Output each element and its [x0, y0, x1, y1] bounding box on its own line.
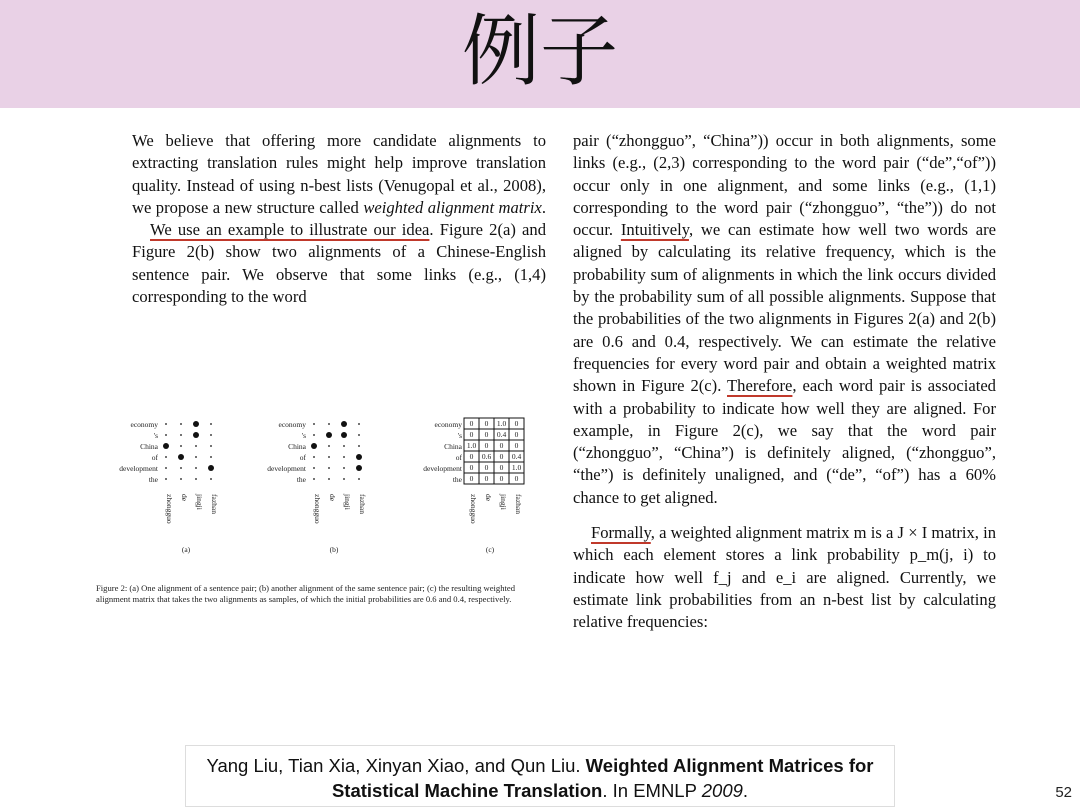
grid-dot: [165, 478, 167, 480]
col-label: de: [484, 494, 493, 502]
figure-caption: Figure 2: (a) One alignment of a sentence pair; (b) another alignment of the same sentence pair; (c) the resulting weighted alignment matrix that takes the two alignments as samples, of which the initial probabilities are 0.6 and 0.4, respectively.: [96, 583, 516, 604]
matrix-value: 0: [469, 430, 474, 439]
grid-dot: [313, 456, 315, 458]
row-label: economy: [278, 420, 306, 429]
alignment-link: [208, 465, 214, 471]
row-label: of: [151, 453, 158, 462]
citation-authors: Yang Liu, Tian Xia, Xinyan Xiao, and Qun Liu.: [206, 755, 581, 776]
matrix-value: 0.4: [511, 452, 522, 461]
alignment-link: [356, 454, 362, 460]
row-label: development: [423, 464, 462, 473]
row-label: the: [148, 475, 158, 484]
grid-dot: [210, 445, 212, 447]
grid-dot: [343, 445, 345, 447]
panel-label: (c): [485, 545, 495, 554]
row-label: economy: [130, 420, 158, 429]
matrix-value: 1.0: [496, 419, 507, 428]
col-label: zhongguo: [469, 494, 478, 524]
col-label: de: [180, 494, 189, 502]
underlined-example-phrase: We use an example to illustrate our idea: [150, 220, 430, 240]
grid-dot: [358, 434, 360, 436]
matrix-value: 0: [469, 419, 474, 428]
citation-year: 2009: [701, 780, 743, 801]
row-label: 's: [153, 431, 158, 440]
grid-dot: [328, 467, 330, 469]
row-label: of: [455, 453, 462, 462]
panel-label: (a): [181, 545, 191, 554]
slide-title: 例子: [461, 7, 618, 97]
left-text-1-end: .: [541, 197, 546, 217]
alignment-link: [356, 465, 362, 471]
grid-dot: [195, 456, 197, 458]
matrix-value: 0: [484, 430, 489, 439]
grid-dot: [313, 467, 315, 469]
grid-dot: [165, 423, 167, 425]
grid-dot: [180, 445, 182, 447]
matrix-value: 0: [469, 452, 474, 461]
alignment-link: [178, 454, 184, 460]
matrix-value: 0: [499, 474, 504, 483]
right-text-1: pair (“zhongguo”, “China”)) occur in both alignments, some links (e.g., (2,3) corresponding to the word pair (“de”,“of”)) occur only in one alignment, and some links (e.g., (1,1) corresponding to the word pair (“zhongguo”, “the”)) do not occur.: [573, 131, 996, 240]
grid-dot: [313, 434, 315, 436]
row-label: development: [267, 464, 306, 473]
citation-title: Weighted Alignment Matrices for Statistical Machine Translation: [331, 755, 874, 801]
alignment-link: [163, 443, 169, 449]
row-label: development: [119, 464, 158, 473]
grid-dot: [210, 456, 212, 458]
matrix-value: 0: [484, 441, 489, 450]
matrix-value: 0: [514, 474, 519, 483]
alignment-link: [326, 432, 332, 438]
matrix-value: 0: [499, 452, 504, 461]
grid-dot: [165, 456, 167, 458]
panel-label: (b): [329, 545, 339, 554]
right-paragraph-1: [573, 130, 996, 509]
grid-dot: [313, 423, 315, 425]
matrix-value: 0.4: [496, 430, 507, 439]
grid-dot: [195, 445, 197, 447]
grid-dot: [180, 423, 182, 425]
grid-dot: [328, 445, 330, 447]
paper-left-column: [132, 130, 546, 308]
matrix-value: 0: [469, 463, 474, 472]
term-weighted-alignment-matrix: weighted alignment matrix: [363, 197, 542, 217]
matrix-value: 0: [484, 474, 489, 483]
grid-dot: [210, 423, 212, 425]
col-label: de: [328, 494, 337, 502]
grid-dot: [180, 434, 182, 436]
col-label: fazhan: [514, 494, 523, 514]
matrix-value: 0: [484, 419, 489, 428]
alignment-link: [341, 432, 347, 438]
citation-box: [185, 745, 895, 807]
col-label: zhongguo: [313, 494, 322, 524]
matrix-value: 1.0: [511, 463, 522, 472]
right-text-3: , each word pair is associated with a probability to indicate how well they are aligned. For example, in Figure 2(c), we say that the word pair (“zhongguo”, “China”) is definitely aligned, (“zhongguo”, “the”) is definitely unaligned, and (“de”, “of”) has a 60% chance to get aligned.: [573, 376, 996, 507]
alignment-link: [193, 432, 199, 438]
grid-dot: [343, 478, 345, 480]
slide-header: [0, 0, 1080, 108]
matrix-value: 0: [499, 441, 504, 450]
right-paragraph-2: [573, 522, 996, 633]
row-label: China: [140, 442, 158, 451]
row-label: China: [444, 442, 462, 451]
grid-dot: [358, 423, 360, 425]
grid-dot: [328, 423, 330, 425]
row-label: of: [299, 453, 306, 462]
grid-dot: [358, 445, 360, 447]
col-label: jingji: [195, 494, 204, 510]
grid-dot: [343, 467, 345, 469]
grid-dot: [313, 478, 315, 480]
grid-dot: [180, 478, 182, 480]
row-label: economy: [434, 420, 462, 429]
grid-dot: [195, 467, 197, 469]
citation-venue: . In EMNLP: [602, 780, 697, 801]
grid-dot: [328, 478, 330, 480]
matrix-value: 0: [484, 463, 489, 472]
citation-end: .: [742, 780, 749, 801]
underlined-formally: Formally: [591, 523, 651, 543]
row-label: 's: [301, 431, 306, 440]
alignment-matrices-figure: [92, 408, 542, 583]
col-label: fazhan: [210, 494, 219, 514]
alignment-link: [341, 421, 347, 427]
alignment-link: [311, 443, 317, 449]
right-text-4: , a weighted alignment matrix m is a J × I matrix, in which each element stores a link probability p_m(j, i) to indicate how well f_j and e_i are aligned. Currently, we estimate link probabilities from an n-best list by calculating relative frequencies:: [573, 523, 996, 632]
col-label: jingji: [343, 494, 352, 510]
matrix-value: 1.0: [466, 441, 477, 450]
col-label: jingji: [499, 494, 508, 510]
alignment-link: [193, 421, 199, 427]
col-label: zhongguo: [165, 494, 174, 524]
left-text-1: We believe that offering more candidate alignments to extracting translation rules might help improve translation quality. Instead of using n-best lists (Venugopal et al., 2008), we propose a new structure called: [132, 131, 546, 217]
right-text-2: , we can estimate how well two words are aligned by calculating its relative frequency, which is the probability sum of alignments in which the link occurs divided by the probability sum of all possible alignments. Suppose that the probabilities of the two alignments in Figures 2(a) and 2(b) are 0.6 and 0.4, respectively. We can estimate the relative frequencies for every word pair and obtain a weighted matrix shown in Figure 2(c).: [573, 220, 996, 396]
paper-right-column: [573, 130, 996, 634]
grid-dot: [210, 478, 212, 480]
grid-dot: [165, 434, 167, 436]
grid-dot: [358, 478, 360, 480]
grid-dot: [180, 467, 182, 469]
grid-dot: [165, 467, 167, 469]
underlined-intuitively: Intuitively: [620, 220, 689, 240]
page-number: 52: [1055, 784, 1072, 801]
grid-dot: [195, 478, 197, 480]
col-label: fazhan: [358, 494, 367, 514]
row-label: 's: [457, 431, 462, 440]
row-label: the: [296, 475, 306, 484]
left-text-2: . Figure 2(a) and Figure 2(b) show two alignments of a Chinese-English sentence pair. We observe that some links (e.g., (1,4) corresponding to the word: [132, 220, 546, 307]
grid-dot: [328, 456, 330, 458]
matrix-value: 0: [514, 430, 519, 439]
matrix-value: 0: [499, 463, 504, 472]
row-label: China: [288, 442, 306, 451]
row-label: the: [452, 475, 462, 484]
left-paragraph: [132, 130, 546, 308]
matrix-value: 0: [514, 441, 519, 450]
underlined-therefore: Therefore: [727, 376, 793, 396]
matrix-value: 0: [469, 474, 474, 483]
matrix-value: 0.6: [481, 452, 492, 461]
matrix-value: 0: [514, 419, 519, 428]
grid-dot: [210, 434, 212, 436]
grid-dot: [343, 456, 345, 458]
